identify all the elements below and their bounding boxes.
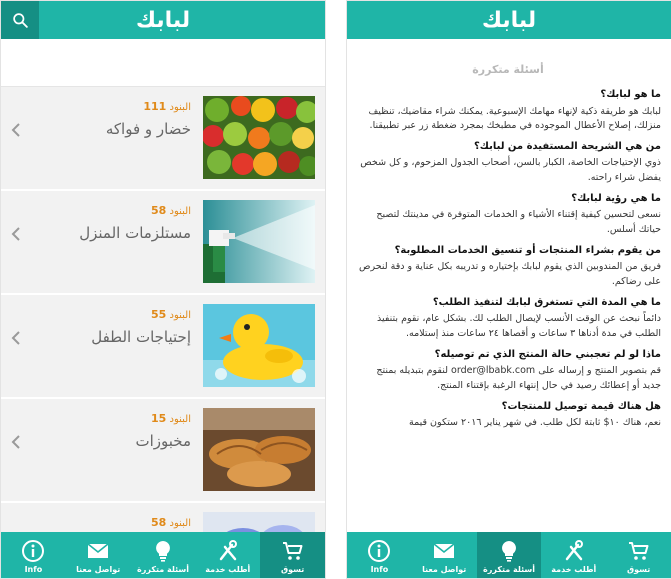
info-icon <box>21 539 45 563</box>
category-row[interactable] <box>1 191 325 295</box>
faq-question: ما هي رؤية لبابك؟ <box>571 192 661 204</box>
faq-answer: نعم، هناك ١٠$ ثابتة لكل طلب. في شهر يناير ٢٠١٦ ستكون قيمة <box>409 417 661 429</box>
tab-info[interactable]: Info <box>347 532 412 578</box>
faq-answer: ذوي الإحتياجات الخاصة، الكبار بالسن، أصحاب الجدول المزحوم، و كل شخص يفضل شراء راحته. <box>360 157 661 184</box>
app-logo: لبابك <box>481 7 537 33</box>
tools-icon <box>216 539 240 563</box>
cart-icon <box>281 539 305 563</box>
faq-answer: لبابك هو طريقة ذكية لإنهاء مهامك الإسبوعية. يمكنك شراء مقاضيك، تنظيف منزلك، إصلاح الأعطال الموجوده في مطبخك بمجرد ضغطة زر عبر تطبيقنا. <box>368 105 661 132</box>
category-name: مستلزمات المنزل <box>79 224 191 242</box>
tools-icon <box>562 539 586 563</box>
category-row[interactable] <box>1 295 325 399</box>
item-count: البنود 58 <box>151 204 191 217</box>
faq-screen <box>346 0 671 579</box>
faq-question: ما هو لبابك؟ <box>600 89 661 100</box>
faq-question: من يقوم بشراء المنتجات أو تنسيق الخدمات المطلوبة؟ <box>394 244 661 256</box>
search-icon <box>12 12 29 29</box>
category-name: إحتياجات الطفل <box>91 328 191 346</box>
bottom-tab-bar <box>1 532 325 578</box>
faq-question: ما هي المدة التي تستغرق لبابك لتنفيذ الطلب؟ <box>432 296 661 308</box>
app-logo: لبابك <box>135 7 191 33</box>
envelope-icon <box>432 539 456 563</box>
faq-answer: دائماً نبحث عن الوقت الأنسب لإيصال الطلب لك. بشكل عام، نقوم بتنفيذ الطلب في مدة أدناها ٣ ساعات و أقصاها ٢٤ ساعات منذ إستلامه. <box>377 313 661 339</box>
faq-answer: نسعى لتحسين كيفية إقتناء الأشياء و الخدمات المتوفرة في مدينتك لتصبح حياتك أسلس. <box>376 209 661 236</box>
tab-service[interactable]: أطلب خدمة <box>195 532 260 578</box>
faq-content <box>347 39 671 534</box>
tab-shop[interactable]: تسوق <box>606 532 671 578</box>
faq-question: ماذا لو لم تعجبني حالة المنتج الذي تم توصيله؟ <box>434 348 661 360</box>
croissants-thumbnail <box>203 408 315 491</box>
tab-contact[interactable]: تواصل معنا <box>66 532 131 578</box>
search-button[interactable] <box>1 1 39 39</box>
tab-faq[interactable]: أسئلة متكررة <box>131 532 196 578</box>
tab-faq[interactable]: أسئلة متكررة <box>477 532 542 578</box>
info-icon <box>367 539 391 563</box>
chevron-left-icon <box>10 330 22 346</box>
spray-bottle-thumbnail <box>203 200 315 283</box>
item-count: البنود 55 <box>151 308 191 321</box>
vegetables-thumbnail <box>203 96 315 179</box>
tab-contact[interactable]: تواصل معنا <box>412 532 477 578</box>
faq-question: من هي الشريحة المستفيدة من لبابك؟ <box>473 140 661 152</box>
tab-info[interactable]: Info <box>1 532 66 578</box>
list-top-spacer <box>1 39 325 87</box>
item-count: البنود 58 <box>151 516 191 529</box>
tab-shop[interactable]: تسوق <box>260 532 325 578</box>
category-row[interactable] <box>1 399 325 503</box>
tab-service[interactable]: أطلب خدمة <box>541 532 606 578</box>
cart-icon <box>627 539 651 563</box>
lightbulb-icon <box>497 539 521 563</box>
category-row[interactable] <box>1 503 325 534</box>
category-name: مخبوزات <box>135 432 191 450</box>
category-name: خضار و فواكه <box>105 120 191 138</box>
item-count: البنود 15 <box>151 412 191 425</box>
faq-answer: فريق من المندوبين الذي يقوم لبابك بإختياره و تدريبه بكل عناية و دقة لنحرص على رضاكم. <box>359 261 661 288</box>
categories-screen <box>0 0 326 579</box>
chevron-left-icon <box>10 226 22 242</box>
faq-answer: قم بتصوير المنتج و إرساله على order@lbabk.com لنقوم بتبديله بمنتج جديد أو إعطائك رصيد في حال إنتهاء الرغبة بإقتناء المنتج. <box>376 365 661 391</box>
app-header <box>1 1 325 39</box>
category-row[interactable] <box>1 87 325 191</box>
faq-question: هل هناك قيمة توصيل للمنتجات؟ <box>501 400 661 412</box>
rubber-duck-thumbnail <box>203 304 315 387</box>
lightbulb-icon <box>151 539 175 563</box>
chevron-left-icon <box>10 434 22 450</box>
envelope-icon <box>86 539 110 563</box>
category-list <box>1 39 325 534</box>
cupcakes-thumbnail <box>203 512 315 534</box>
chevron-left-icon <box>10 122 22 138</box>
bottom-tab-bar <box>347 532 671 578</box>
page-title: أسئلة متكررة <box>472 63 544 76</box>
app-header <box>347 1 671 39</box>
item-count: البنود 111 <box>143 100 191 113</box>
